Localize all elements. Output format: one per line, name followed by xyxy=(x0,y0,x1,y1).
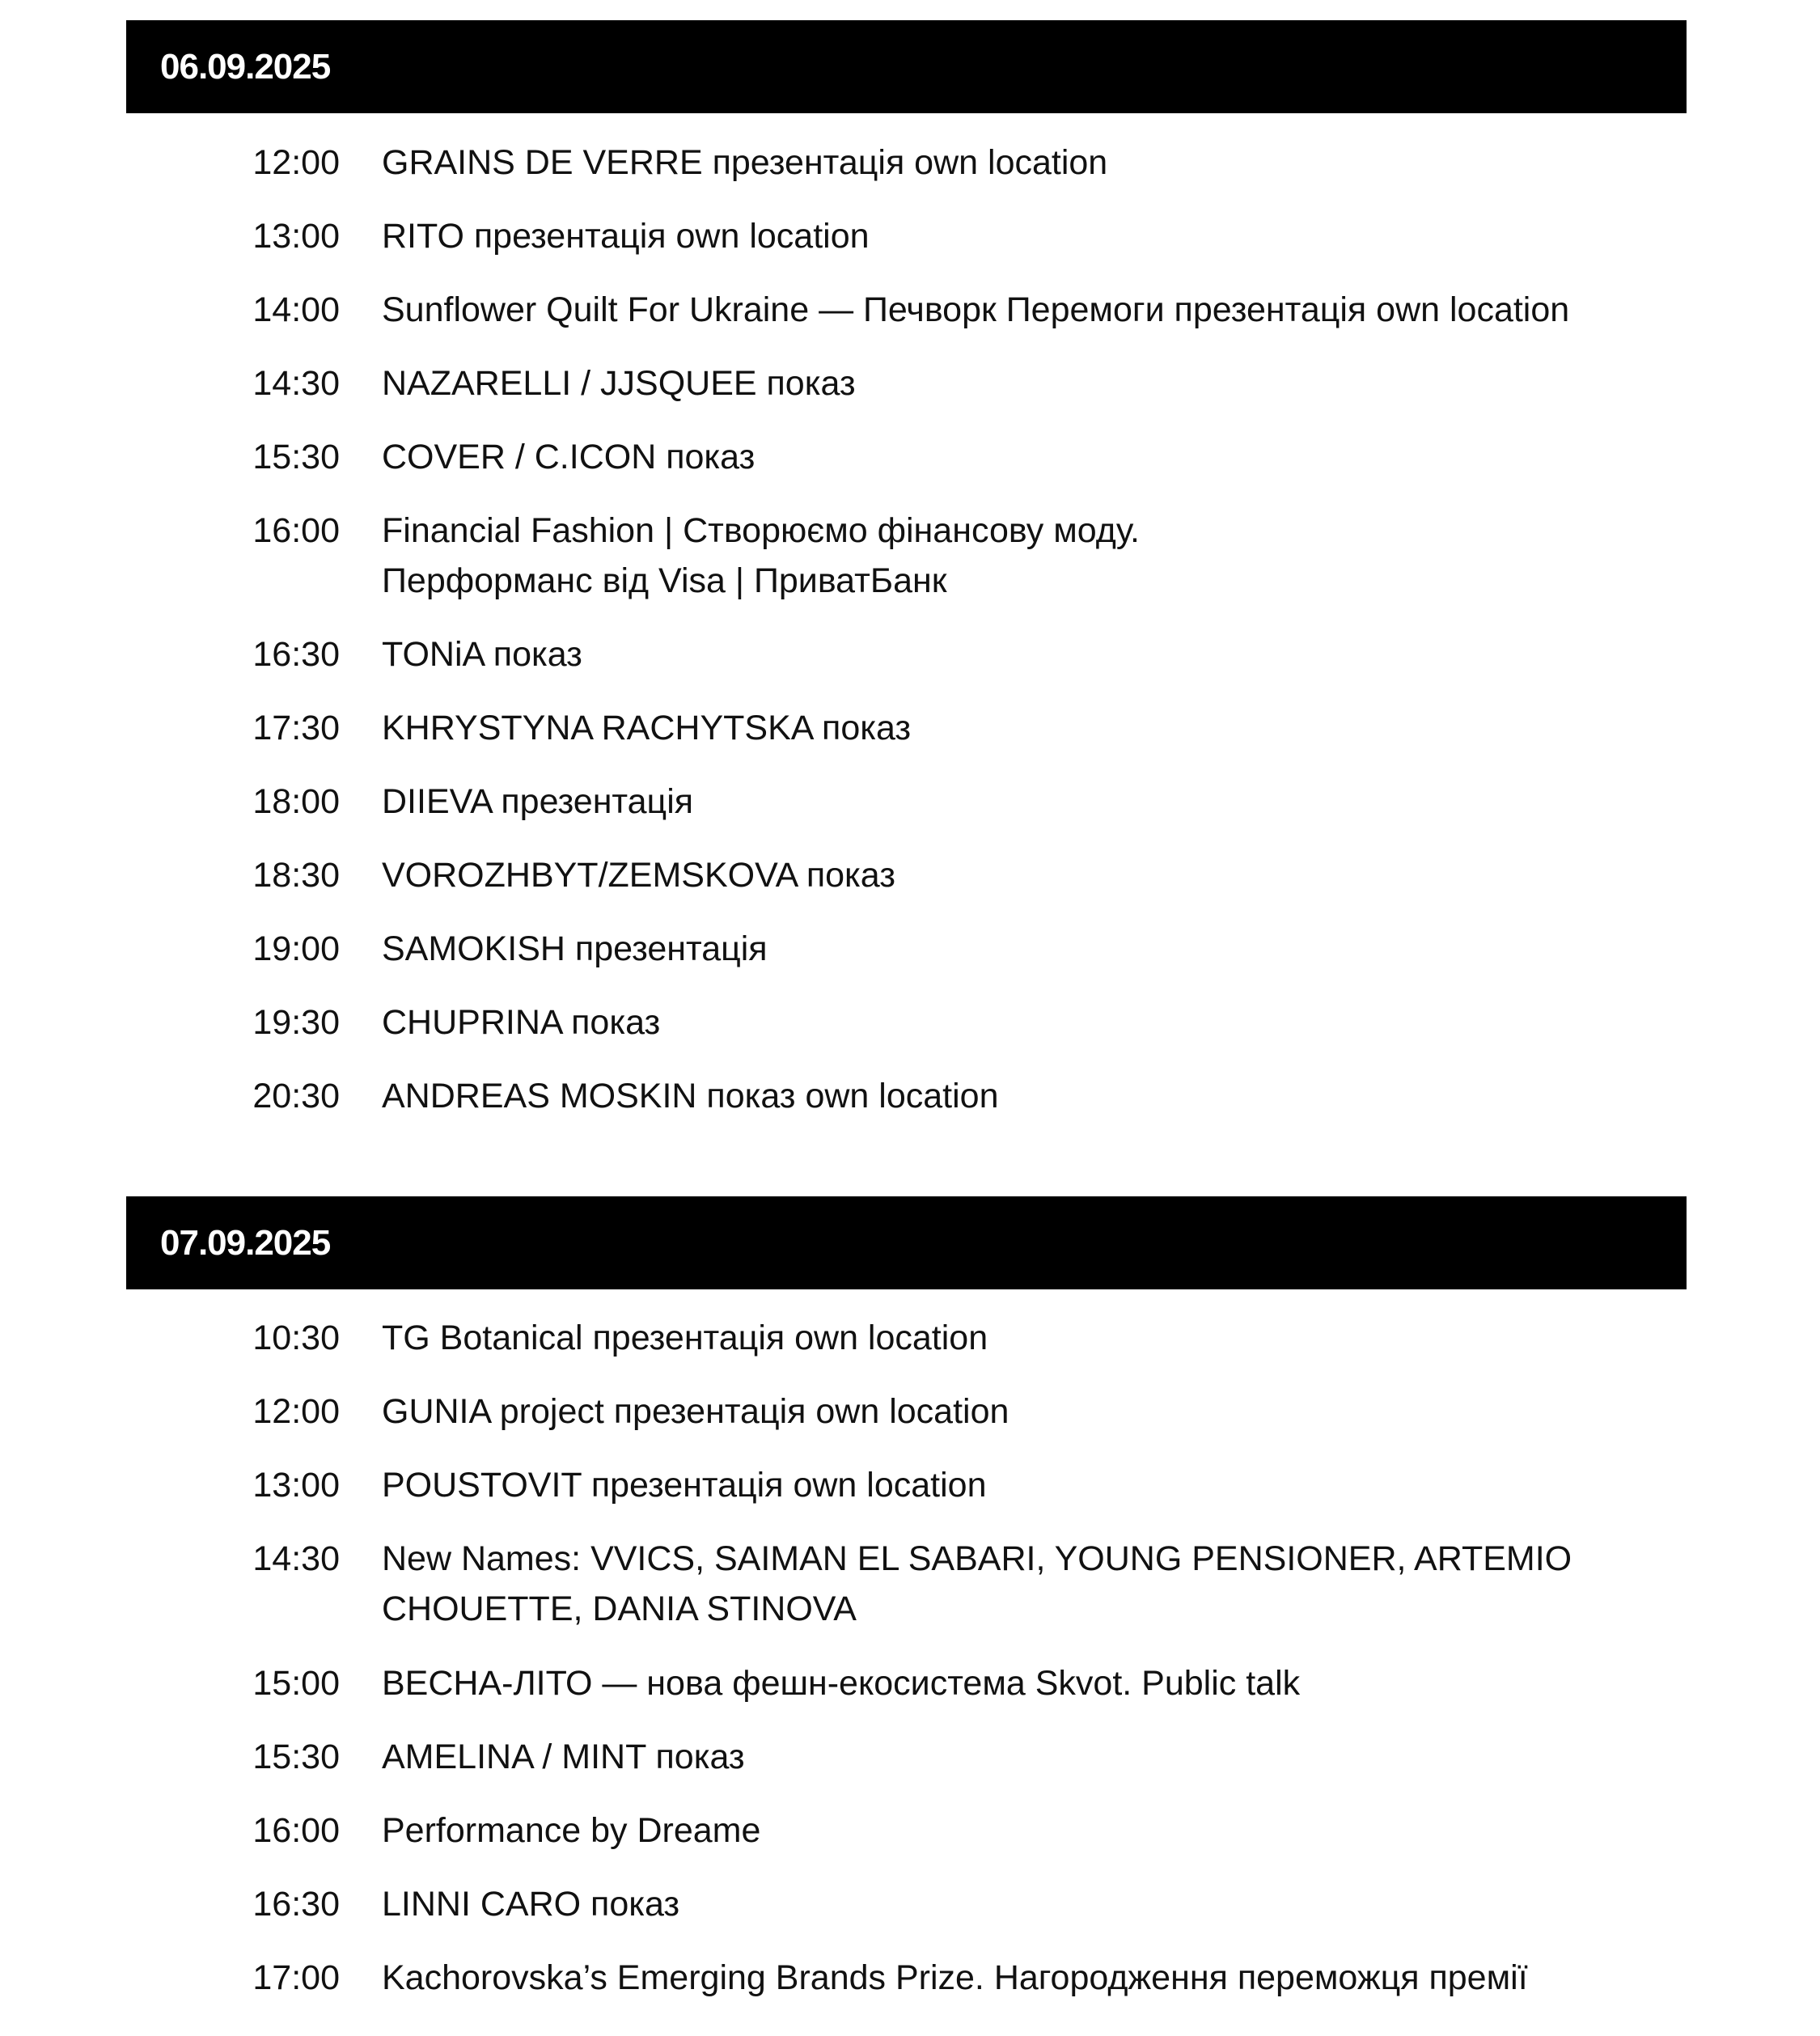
event-title: Performance by Dreame xyxy=(382,1811,761,1850)
event-title: CHUPRINA показ xyxy=(382,1003,661,1042)
day-date: 06.09.2025 xyxy=(160,46,331,87)
event-title: AMELINA / MINT показ xyxy=(382,1738,745,1776)
event-title: KHRYSTYNA RACHYTSKA показ xyxy=(382,709,912,747)
event-time: 15:30 xyxy=(252,1738,340,1776)
event-title: GRAINS DE VERRE презентація own location xyxy=(382,143,1108,182)
day-header xyxy=(126,1196,1687,1289)
event-title: Financial Fashion | Створюємо фінансову моду. Перформанс від Visa | ПриватБанк xyxy=(382,511,1140,600)
event-title: NAZARELLI / JJSQUEE показ xyxy=(382,364,856,403)
event-time: 19:00 xyxy=(252,929,340,968)
event-title: ВЕСНА-ЛІТО — нова фешн-екосистема Skvot. Public talk xyxy=(382,1664,1301,1703)
event-time: 12:00 xyxy=(252,143,340,182)
event-title: TG Botanical презентація own location xyxy=(382,1319,988,1357)
event-time: 15:30 xyxy=(252,438,340,476)
event-time: 16:30 xyxy=(252,635,340,674)
event-title: VOROZHBYT/ZEMSKOVA показ xyxy=(382,856,895,895)
event-time: 20:30 xyxy=(252,1077,340,1115)
event-title: DIIEVA презентація xyxy=(382,782,694,821)
event-time: 13:00 xyxy=(252,217,340,256)
event-time: 14:30 xyxy=(252,364,340,403)
event-title: RITO презентація own location xyxy=(382,217,870,256)
event-time: 14:30 xyxy=(252,1539,340,1578)
event-title: Sunflower Quilt For Ukraine — Печворк Перемоги презентація own location xyxy=(382,290,1570,329)
event-time: 10:30 xyxy=(252,1319,340,1357)
event-time: 13:00 xyxy=(252,1466,340,1505)
event-time: 17:00 xyxy=(252,1958,340,1997)
event-title: TONiA показ xyxy=(382,635,582,674)
event-time: 18:00 xyxy=(252,782,340,821)
event-title: LINNI CARO показ xyxy=(382,1885,680,1924)
event-time: 12:00 xyxy=(252,1392,340,1431)
event-time: 16:00 xyxy=(252,511,340,550)
event-title: Kachorovska’s Emerging Brands Prize. Нагородження переможця премії xyxy=(382,1958,1528,1997)
event-time: 19:30 xyxy=(252,1003,340,1042)
day-header xyxy=(126,20,1687,113)
event-time: 17:30 xyxy=(252,709,340,747)
event-title: COVER / C.ICON показ xyxy=(382,438,756,476)
event-title: ANDREAS MOSKIN показ own location xyxy=(382,1077,999,1115)
event-title: POUSTOVIT презентація own location xyxy=(382,1466,987,1505)
event-time: 14:00 xyxy=(252,290,340,329)
event-title: New Names: VVICS, SAIMAN EL SABARI, YOUNG PENSIONER, ARTEMIO CHOUETTE, DANIA STINOVA xyxy=(382,1539,1572,1628)
event-time: 15:00 xyxy=(252,1664,340,1703)
event-time: 18:30 xyxy=(252,856,340,895)
event-title: GUNIA project презентація own location xyxy=(382,1392,1009,1431)
event-time: 16:00 xyxy=(252,1811,340,1850)
event-title: SAMOKISH презентація xyxy=(382,929,768,968)
event-time: 16:30 xyxy=(252,1885,340,1924)
day-date: 07.09.2025 xyxy=(160,1222,331,1263)
